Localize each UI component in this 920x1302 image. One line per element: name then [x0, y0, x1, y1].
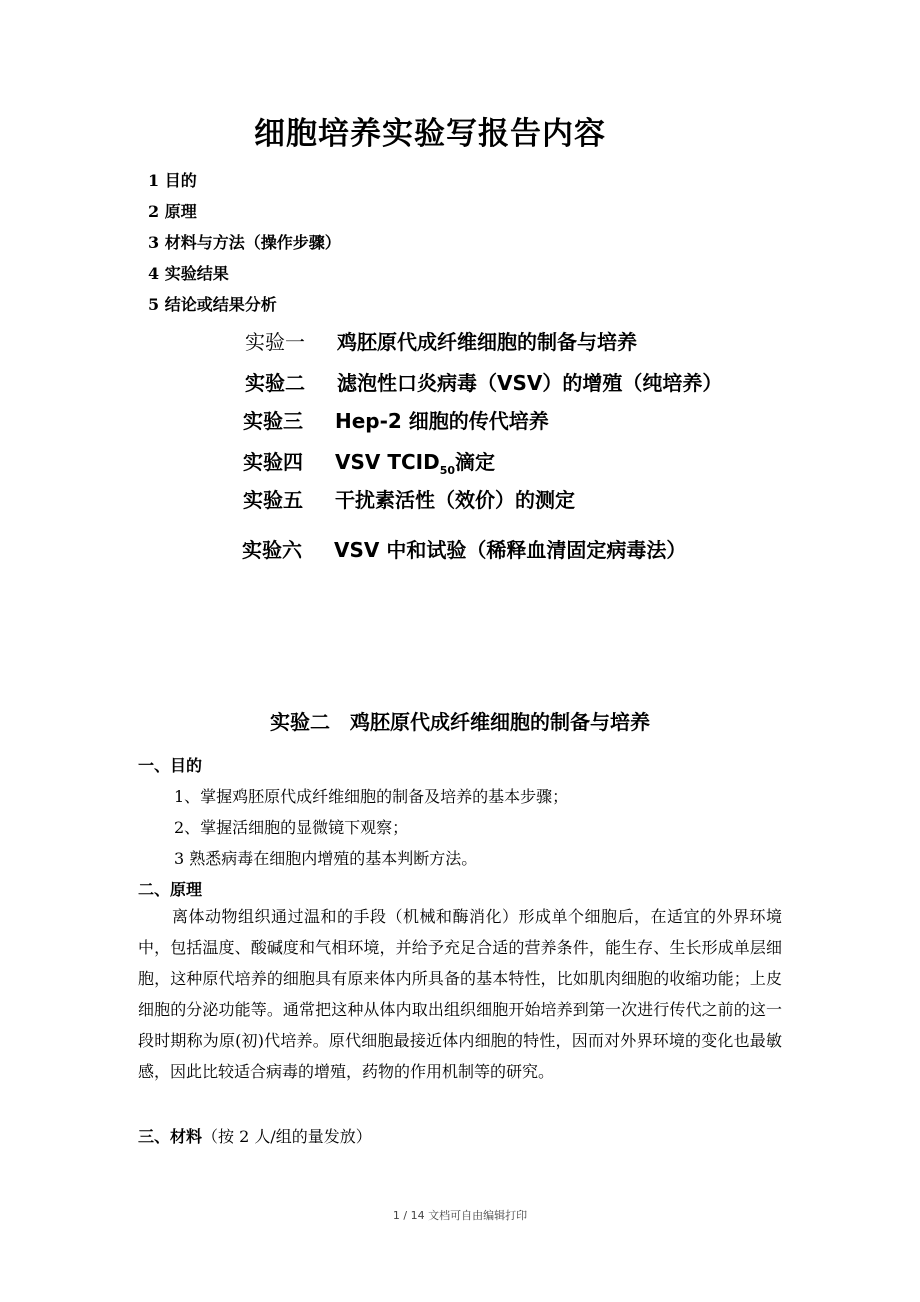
experiment-5	[243, 484, 575, 513]
outline-item-principle: 2 原理	[148, 202, 197, 221]
experiment-2	[245, 367, 722, 396]
section-title: 实验二 鸡胚原代成纤维细胞的制备与培养	[270, 710, 650, 734]
materials-heading-line	[138, 1124, 372, 1147]
materials-heading: 三、材料	[138, 1127, 203, 1146]
outline-item-conclusion: 5 结论或结果分析	[148, 295, 277, 314]
experiment-title: Hep-2 细胞的传代培养	[335, 409, 549, 433]
purpose-item-2: 2、掌握活细胞的显微镜下观察；	[174, 818, 409, 837]
principle-text: 离体动物组织通过温和的手段（机械和酶消化）形成单个细胞后，在适宜的外界环境中，包括温度、酸碱度和气相环境，并给予充足合适的营养条件，能生存、生长形成单层细胞，这种原代培养的细胞具有原来体内所具备的基本特性，比如肌肉细胞的收缩功能；上皮细胞的分泌功能等。通常把这种从体内取出组织细胞开始培养到第一次进行传代之前的这一段时期称为原(初)代培养。原代细胞最接近体内细胞的特性，因而对外界环境的变化也最敏感，因此比较适合病毒的增殖，药物的作用机制等的研究。	[138, 907, 782, 1081]
experiment-label: 实验五	[243, 488, 303, 512]
experiment-title: VSV 中和试验（稀释血清固定病毒法）	[334, 538, 687, 562]
outline-item-results: 4 实验结果	[148, 264, 229, 283]
purpose-item-1: 1、掌握鸡胚原代成纤维细胞的制备及培养的基本步骤；	[174, 787, 569, 806]
experiment-1	[245, 326, 637, 355]
purpose-heading: 一、目的	[138, 756, 203, 775]
experiment-title: 滤泡性口炎病毒（VSV）的增殖（纯培养）	[337, 371, 723, 395]
experiment-label: 实验一	[245, 330, 305, 354]
experiment-3	[243, 405, 549, 434]
outline-item-purpose: 1 目的	[148, 171, 197, 190]
principle-heading: 二、原理	[138, 880, 203, 899]
principle-paragraph	[138, 901, 782, 1087]
outline-item-materials: 3 材料与方法（操作步骤）	[148, 233, 341, 252]
experiment-label: 实验三	[243, 409, 303, 433]
purpose-item-3: 3 熟悉病毒在细胞内增殖的基本判断方法。	[174, 849, 478, 868]
experiment-label: 实验六	[242, 538, 302, 562]
experiment-title: 干扰素活性（效价）的测定	[335, 488, 575, 512]
experiment-title-prefix: VSV TCID	[335, 450, 440, 474]
experiment-title-suffix: 滴定	[455, 450, 495, 474]
experiment-4	[243, 446, 495, 477]
page-footer: 1 / 14 文档可自由编辑打印	[392, 1209, 528, 1222]
materials-note: （按 2 人/组的量发放）	[202, 1127, 372, 1146]
document-title: 细胞培养实验写报告内容	[254, 116, 606, 152]
experiment-6	[242, 534, 686, 563]
experiment-title-subscript: 50	[439, 464, 455, 477]
experiment-label: 实验二	[245, 371, 305, 395]
experiment-label: 实验四	[243, 450, 303, 474]
experiment-title: 鸡胚原代成纤维细胞的制备与培养	[337, 330, 637, 354]
